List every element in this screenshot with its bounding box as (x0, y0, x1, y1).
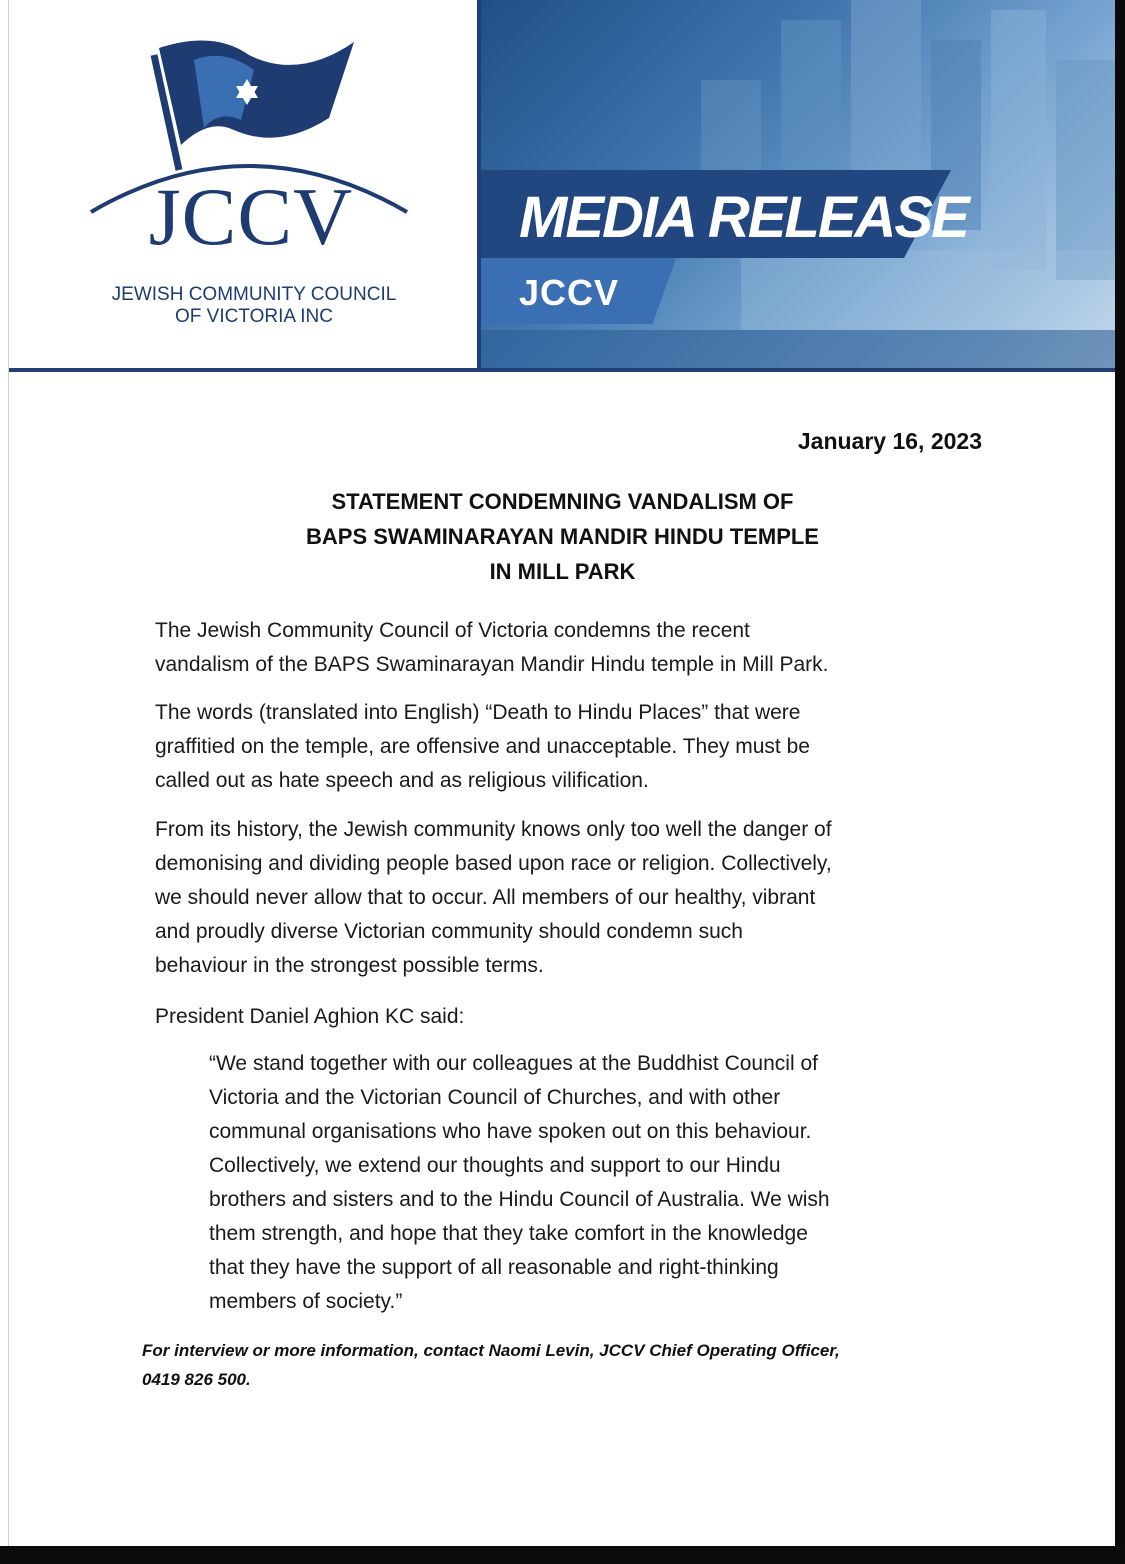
logo-wordmark: JCCV (148, 171, 354, 262)
viewer-edge-right (1115, 0, 1125, 1564)
statement-title (9, 484, 1116, 589)
paragraph-line: demonising and dividing people based upon race or religion. Collectively, (155, 852, 832, 875)
quote-line: brothers and sisters and to the Hindu Council of Australia. We wish (209, 1188, 830, 1211)
logo-name-line-1: JEWISH COMMUNITY COUNCIL (111, 284, 397, 305)
paragraph-condemnation (155, 614, 955, 682)
quote-line: communal organisations who have spoken out on this behaviour. (209, 1120, 812, 1143)
paragraph-line: From its history, the Jewish community knows only too well the danger of (155, 818, 832, 841)
president-quote (209, 1047, 949, 1319)
paragraph-line: vandalism of the BAPS Swaminarayan Mandir Hindu temple in Mill Park. (155, 653, 829, 676)
banner-subheading: JCCV (519, 272, 620, 313)
media-release-page (8, 0, 1116, 1564)
quote-line: Victoria and the Victorian Council of Churches, and with other (209, 1086, 781, 1109)
paragraph-line: President Daniel Aghion KC said: (155, 1005, 465, 1028)
title-line: STATEMENT CONDEMNING VANDALISM OF (331, 489, 794, 514)
contact-line: 0419 826 500. (142, 1370, 251, 1389)
paragraph-line: graffitied on the temple, are offensive and unacceptable. They must be (155, 735, 810, 758)
contact-line: For interview or more information, contact Naomi Levin, JCCV Chief Operating Officer, (142, 1341, 840, 1360)
quote-line: them strength, and hope that they take comfort in the knowledge (209, 1222, 808, 1245)
paragraph-graffiti (155, 696, 955, 798)
quote-line: members of society.” (209, 1290, 403, 1313)
paragraph-line: called out as hate speech and as religious vilification. (155, 769, 649, 792)
paragraph-line: The Jewish Community Council of Victoria condemns the recent (155, 619, 750, 642)
quote-line: that they have the support of all reasonable and right-thinking (209, 1256, 779, 1279)
title-line: IN MILL PARK (489, 559, 636, 584)
quote-line: “We stand together with our colleagues at the Buddhist Council of (209, 1052, 818, 1075)
logo-panel (9, 0, 479, 368)
viewer-edge-bottom (0, 1546, 1125, 1564)
contact-info (142, 1336, 992, 1394)
paragraph-line: and proudly diverse Victorian community should condemn such (155, 920, 743, 943)
quote-line: Collectively, we extend our thoughts and support to our Hindu (209, 1154, 781, 1177)
logo-org-name (69, 284, 439, 328)
paragraph-history (155, 813, 955, 983)
header-rule (9, 368, 1116, 372)
title-line: BAPS SWAMINARAYAN MANDIR HINDU TEMPLE (306, 524, 819, 549)
banner-heading: MEDIA RELEASE (519, 185, 968, 250)
header-divider (477, 0, 481, 370)
media-release-banner (481, 0, 1116, 368)
paragraph-president-intro (155, 1000, 955, 1034)
release-date: January 16, 2023 (797, 428, 982, 454)
paragraph-line: we should never allow that to occur. All members of our healthy, vibrant (155, 886, 816, 909)
paragraph-line: The words (translated into English) “Death to Hindu Places” that were (155, 701, 801, 724)
logo-name-line-2: OF VICTORIA INC (174, 306, 333, 327)
paragraph-line: behaviour in the strongest possible terms. (155, 954, 544, 977)
